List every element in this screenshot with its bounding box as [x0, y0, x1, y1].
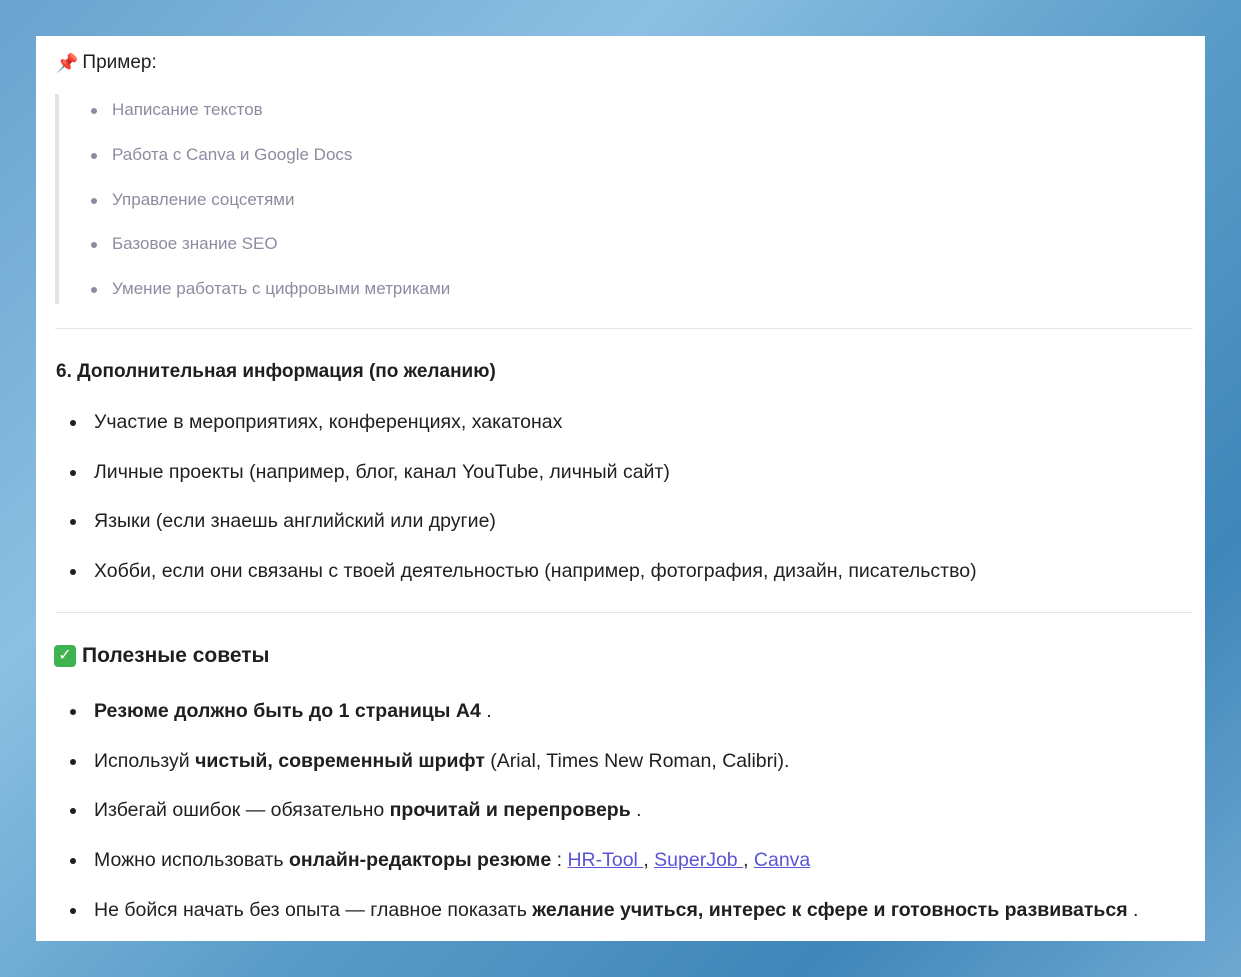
- document-card: [36, 36, 1205, 941]
- additional-info-list: [74, 409, 977, 608]
- canva-link[interactable]: Canva: [753, 849, 811, 872]
- bold-text: онлайн-редакторы резюме: [288, 849, 552, 872]
- superjob-link[interactable]: SuperJob: [654, 849, 744, 872]
- text: .: [630, 799, 642, 822]
- text: (Arial, Times New Roman, Calibri).: [484, 749, 790, 772]
- list-item: Написание текстов: [92, 98, 450, 143]
- bold-text: чистый, современный шрифт: [195, 749, 485, 772]
- list-item: Личные проекты (например, блог, канал YouTube, личный сайт): [74, 459, 977, 509]
- example-list: [92, 98, 450, 322]
- divider: [55, 328, 1193, 329]
- bold-text: желание учиться, интерес к сфере и готовность развиваться: [532, 898, 1128, 921]
- list-item: [74, 698, 1138, 748]
- tips-heading: [54, 644, 269, 668]
- list-item: Умение работать с цифровыми метриками: [92, 277, 450, 322]
- list-item: [74, 847, 1138, 897]
- text: Избегай ошибок — обязательно: [94, 799, 390, 822]
- text: Можно использовать: [94, 849, 289, 872]
- blockquote-bar: [55, 94, 59, 304]
- tips-list: [74, 698, 1138, 946]
- text: Не бойся начать без опыта — главное показать: [94, 898, 533, 921]
- hr-tool-link[interactable]: HR-Tool: [567, 849, 644, 872]
- text: .: [1127, 898, 1139, 921]
- check-mark-icon: ✓: [54, 645, 76, 667]
- bold-text: прочитай и перепроверь: [389, 799, 631, 822]
- bold-text: Резюме должно быть до 1 страницы А4: [94, 700, 481, 722]
- pushpin-icon: 📌: [56, 53, 79, 73]
- list-item: Управление соцсетями: [92, 188, 450, 233]
- text: .: [480, 700, 492, 722]
- example-title: Пример:: [82, 52, 157, 73]
- list-item: Работа с Canva и Google Docs: [92, 143, 450, 188]
- list-item: Базовое знание SEO: [92, 232, 450, 277]
- list-item: [74, 897, 1138, 947]
- list-item: Хобби, если они связаны с твоей деятельностью (например, фотография, дизайн, писательство): [74, 558, 977, 608]
- list-item: Участие в мероприятиях, конференциях, хакатонах: [74, 409, 977, 459]
- list-item: [74, 748, 1138, 798]
- tips-title: Полезные советы: [82, 644, 270, 667]
- text: Используй: [94, 749, 196, 772]
- example-heading: [56, 52, 157, 74]
- text: :: [551, 849, 568, 872]
- list-item: Языки (если знаешь английский или другие): [74, 508, 977, 558]
- text: ,: [643, 849, 655, 872]
- text: ,: [743, 849, 754, 872]
- divider: [55, 612, 1193, 613]
- list-item: [74, 797, 1138, 847]
- section-heading: 6. Дополнительная информация (по желанию): [56, 361, 496, 382]
